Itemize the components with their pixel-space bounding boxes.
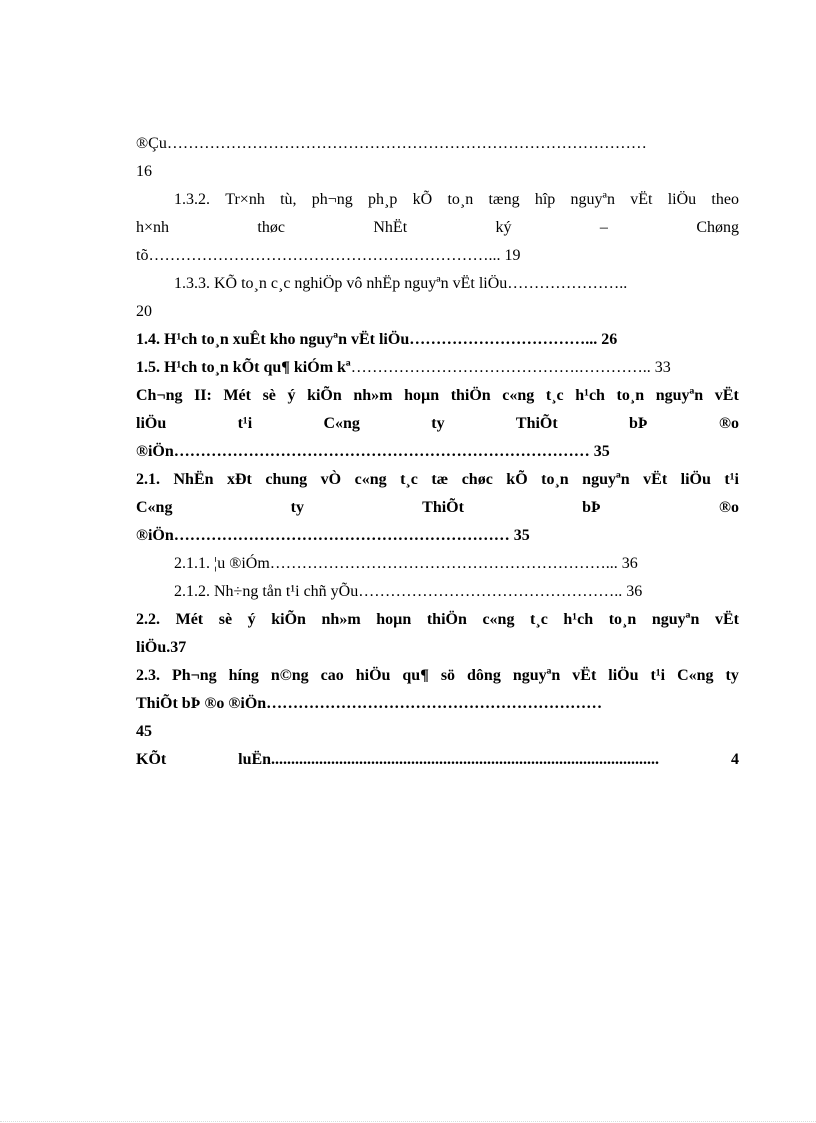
page-bottom-dotted-border [0,1121,816,1122]
toc-entry-1-3-2-page: tõ………………………………………….……………... 19 [136,247,521,264]
toc-entry-1-3-3: 1.3.3. KÕ to¸n c¸c nghiÖp vô nhËp nguyªn vËt liÖu………………….. [174,275,628,292]
toc-line-1: ®Çu……………………………………………………………………………… [136,135,647,152]
toc-chapter-2: Ch¬ng II: Mét sè ý kiÕn nh»m hoµn thiÖn c«ng t¸c h¹ch to¸n nguyªn vËt [136,387,739,404]
toc-entry-2-3: 2.3. Ph¬ng híng n©ng cao hiÖu qu¶ sö dông nguyªn vËt liÖu t¹i C«ng ty [136,667,739,684]
toc-entry-2-1: 2.1. NhËn xÐt chung vÒ c«ng t¸c tæ chøc kÕ to¸n nguyªn vËt liÖu t¹i [136,471,739,488]
toc-entry-2-3-page: 45 [136,723,152,740]
toc-entry-2-2-page: liÖu.37 [136,639,187,656]
toc-line-2: 16 [136,163,152,180]
toc-entry-1-3-2-cont: h×nh thøc NhËt ký – Chøng [136,219,739,236]
toc-entry-2-1-1: 2.1.1. ¦u ®iÓm………………………………………………………... 36 [174,555,638,572]
toc-chapter-2-cont: liÖu t¹i C«ng ty ThiÕt bÞ ®o [136,415,739,432]
toc-entry-2-1-2: 2.1.2. Nh÷ng tån t¹i chñ yÕu………………………………………….. 36 [174,583,643,600]
toc-entry-2-1-cont: C«ng ty ThiÕt bÞ ®o [136,499,739,516]
toc-entry-1-4: 1.4. H¹ch to¸n xuÊt kho nguyªn vËt liÖu……………………………... 26 [136,331,618,348]
toc-entry-2-2: 2.2. Mét sè ý kiÕn nh»m hoµn thiÖn c«ng t¸c h¹ch to¸n nguyªn vËt [136,611,739,628]
toc-conclusion: KÕt luËn................................................................................................. 4 [136,751,739,768]
toc-entry-2-3-cont: ThiÕt bÞ ®o ®iÖn……………………………………………………… [136,695,603,712]
toc-entry-1-5: 1.5. H¹ch to¸n kÕt qu¶ kiÓm kª…………………………………….………….. 33 [136,359,671,376]
toc-chapter-2-page: ®iÖn…………………………………………………………………… 35 [136,443,610,460]
toc-entry-1-3-3-page: 20 [136,303,152,320]
toc-entry-2-1-page: ®iÖn……………………………………………………… 35 [136,527,530,544]
toc-entry-1-3-2: 1.3.2. Tr×nh tù, ph¬ng ph¸p kÕ to¸n tæng hîp nguyªn vËt liÖu theo [174,191,739,208]
